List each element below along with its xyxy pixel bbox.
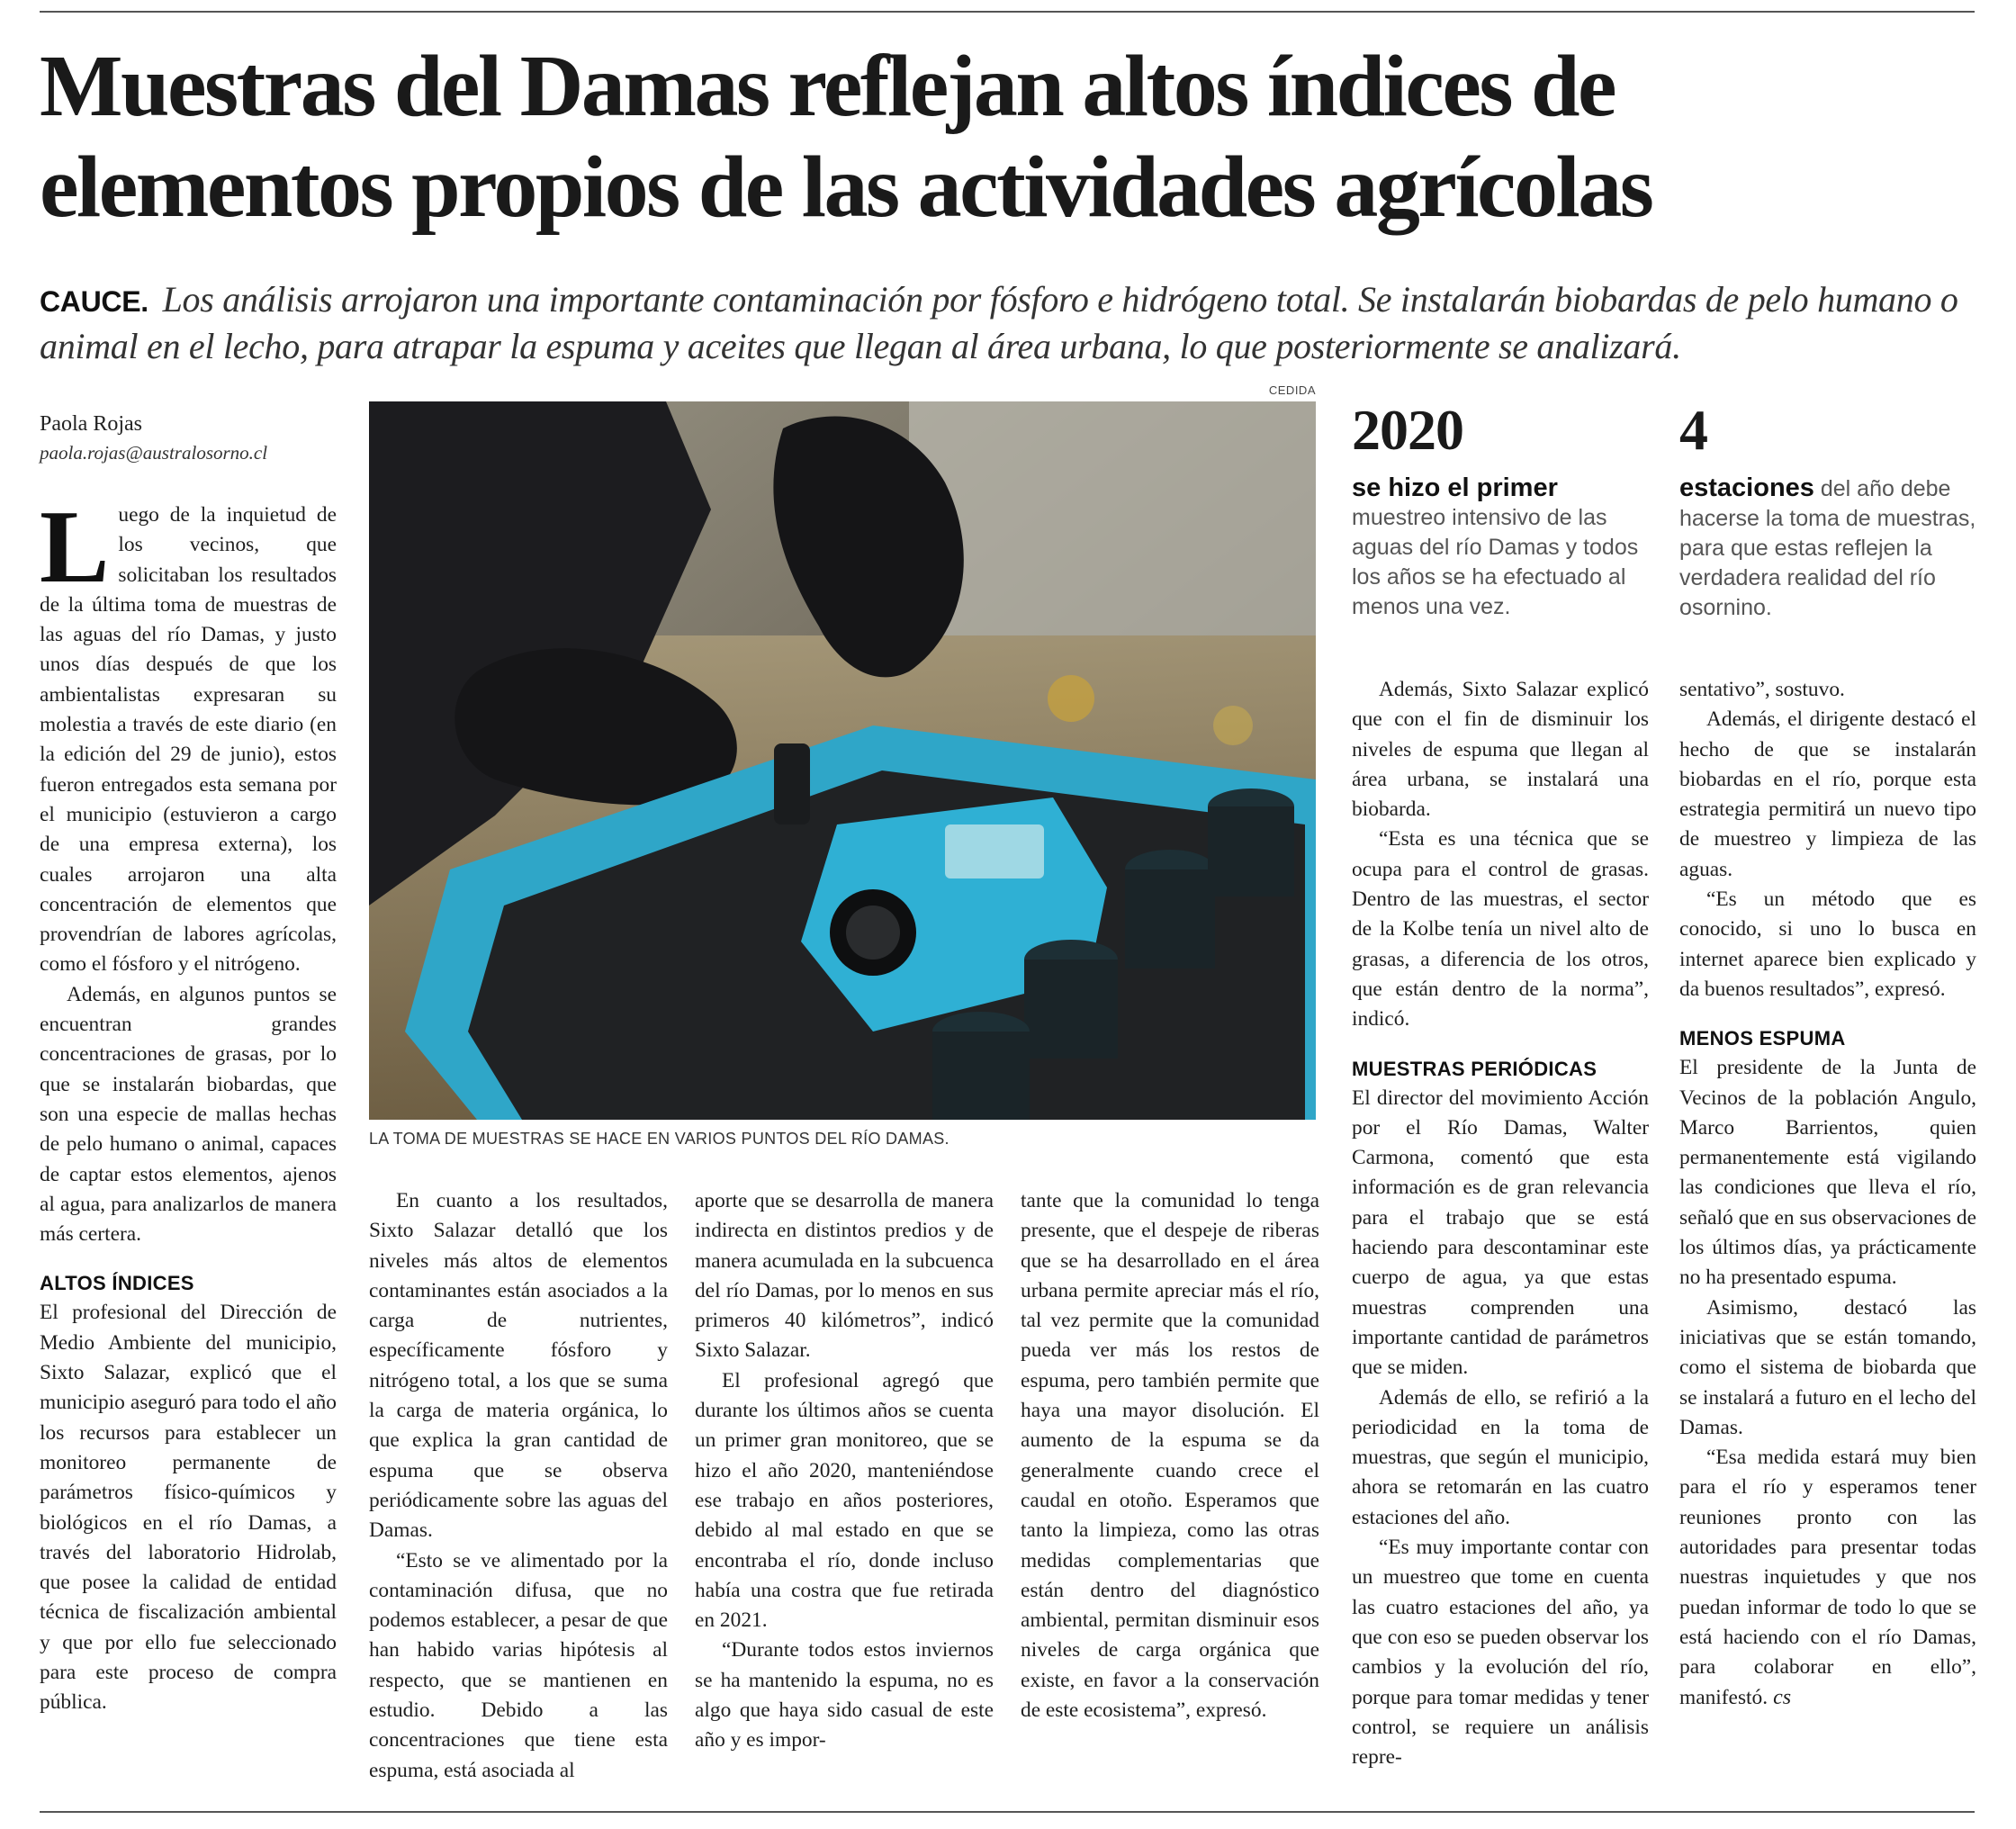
author-signature: cs (1773, 1685, 1792, 1709)
subhead-muestras-periodicas: MUESTRAS PERIÓDICAS (1352, 1057, 1598, 1080)
paragraph: aporte que se desarrolla de manera indirecta en distintos predios y de manera acumulada en la subcuenca del río Damas, por lo menos en sus primeros 40 kilómetros”, indicó Sixto Salazar. (695, 1189, 994, 1363)
photo-caption: LA TOMA DE MUESTRAS SE HACE EN VARIOS PUNTOS DEL RÍO DAMAS. (369, 1130, 950, 1148)
paragraph: Además de ello, se refirió a la periodicidad en la toma de muestras, que según el municipio, ahora se retomarán en las cuatro estaciones del año. (1352, 1385, 1649, 1529)
byline (40, 412, 337, 464)
paragraph: Además, el dirigente destacó el hecho de que se instalarán biobardas en el río, porque esta estrategia permitirá un nuevo tipo de muestreo y limpieza de las aguas. (1679, 707, 1976, 881)
paragraph-text: uego de la inquietud de los vecinos, que solicitaban los resultados de la última toma de muestras de las aguas del río Damas, y justo unos días después de que los ambientalistas expresaran su molestia a través de este diario (en la edición del 29 de junio), estos fueron entregados esta semana por el municipio (estuvieron a cargo de una empresa externa), los cuales arrojaron una alta concentración de elementos que provendrían de labores agrícolas, como el fósforo y el nitrógeno. (40, 503, 337, 977)
stat-4 (1679, 398, 1976, 623)
stat-2020 (1352, 398, 1651, 622)
paragraph: tante que la comunidad lo tenga presente, que el despeje de riberas que se ha desarrollado en el área urbana permite apreciar más el río, tal vez permite que la comunidad pueda ver más los restos de espuma, pero también permite que haya una mayor disolución. El aumento de la espuma se da generalmente cuando crece el caudal en otoño. Esperamos que tanto la limpieza, como las otras medidas complementarias que están dentro del diagnóstico ambiental, permitan disminuir esos niveles de carga orgánica que existe, en favor a la conservación de este ecosistema”, expresó. (1021, 1189, 1319, 1723)
paragraph: El director del movimiento Acción por el Río Damas, Walter Carmona, comentó que esta información es de gran relevancia para el trabajo que se está haciendo para descontaminar este cuerpo de agua, ya que estas muestras comprenden una importante cantidad de parámetros que se miden. (1352, 1086, 1649, 1380)
paragraph: Además, en algunos puntos se encuentran grandes concentraciones de grasas, por lo que se instalarán biobardas, que son una especie de mallas hechas de pelo humano o animal, capaces de captar estos elementos, ajenos al agua, para analizarlos de manera más certera. (40, 982, 337, 1247)
stat-text (1679, 473, 1976, 623)
stat-lead: se hizo el primer (1352, 473, 1558, 502)
subhead-menos-espuma: MENOS ESPUMA (1679, 1027, 1846, 1050)
stat-lead: estaciones (1679, 473, 1814, 502)
paragraph: El presidente de la Junta de Vecinos de la población Angulo, Marco Barrientos, quien permanentemente está vigilando las condiciones que lleva el río, señaló que en sus observaciones de los últimos días, ya prácticamente no ha presentado espuma. (1679, 1056, 1976, 1290)
subhead-altos-indices: ALTOS ÍNDICES (40, 1272, 194, 1295)
paragraph: “Es muy importante contar con un muestreo que tome en cuenta las cuatro estaciones del año, ya que con eso se pueden observar los cambios y la evolución del río, porque para tomar medidas y tener control, se requiere un análisis repre- (1352, 1536, 1649, 1770)
headline-line-2: elementos propios de las actividades agrícolas (40, 139, 1652, 236)
paragraph: “Es un método que es conocido, si uno lo busca en internet aparece bien explicado y da buenos resultados”, expresó. (1679, 887, 1976, 1001)
deck-text: Los análisis arrojaron una importante contaminación por fósforo e hidrógeno total. Se instalarán biobardas de pelo humano o animal en el lecho, para atrapar la espuma y aceites que llegan al área urbana, lo que posteriormente se analizará. (40, 279, 1958, 366)
column-4 (1021, 1186, 1319, 1725)
column-6 (1679, 675, 1976, 1713)
paragraph: Además, Sixto Salazar explicó que con el fin de disminuir los niveles de espuma que llegan al área urbana, se instalará una biobarda. (1352, 678, 1649, 822)
paragraph-text: “Esa medida estará muy bien para el río y esperamos tener reuniones pronto con las autoridades para presentar todas nuestras inquietudes y que nos puedan informar de todo lo que se está haciendo con el río Damas, para colaborar en ello”, manifestó. (1679, 1446, 1976, 1709)
headline (40, 36, 1984, 238)
deck-kicker: CAUCE. (40, 285, 148, 318)
paragraph: “Esta es una técnica que se ocupa para el control de grasas. Dentro de las muestras, el sector de la Kolbe tenía un nivel alto de grasas, a diferencia de los otros, que están dentro de la norma”, indicó. (1352, 827, 1649, 1032)
paragraph: Asimismo, destacó las iniciativas que se están tomando, como el sistema de biobarda que se instalará a futuro en el lecho del Damas. (1679, 1295, 1976, 1439)
headline-line-1: Muestras del Damas reflejan altos índices de (40, 38, 1615, 135)
top-rule (40, 11, 1975, 13)
column-3 (695, 1186, 994, 1756)
column-1 (40, 490, 337, 1718)
paragraph (1679, 1443, 1976, 1713)
paragraph: En cuanto a los resultados, Sixto Salazar detalló que los niveles más altos de elementos contaminantes están asociados a la carga de nutrientes, específicamente fósforo y nitrógeno total, a los que se suma la carga de materia orgánica, lo que explica la gran cantidad de espuma que se observa periódicamente sobre las aguas del Damas. (369, 1189, 668, 1543)
paragraph: El profesional del Dirección de Medio Ambiente del municipio, Sixto Salazar, explicó que el municipio aseguró para todo el año los recursos para establecer un monitoreo permanente de parámetros físico-químicos y biológicos en el río Damas, a través del laboratorio Hidrolab, que posee la calidad de entidad técnica de fiscalización ambiental y que por ello fue seleccionado para este proceso de compra pública. (40, 1301, 337, 1715)
paragraph: El profesional agregó que durante los últimos años se cuenta un primer gran monitoreo, que se hizo el año 2020, manteniéndose ese trabajo en años posteriores, debido al mal estado en que se encontraba el río, donde incluso había una costra que fue retirada en 2021. (695, 1368, 994, 1633)
paragraph: “Durante todos estos inviernos se ha mantenido la espuma, no es algo que haya sido casual de este año y es impor- (695, 1638, 994, 1752)
byline-author: Paola Rojas (40, 412, 142, 436)
photo-illustration (369, 401, 1316, 1120)
paragraph (40, 490, 337, 980)
bottom-rule (40, 1811, 1975, 1813)
stat-text (1352, 473, 1651, 622)
stat-body: muestreo intensivo de las aguas del río Damas y todos los años se ha efectuado al menos una vez. (1352, 505, 1639, 619)
stat-number: 4 (1679, 398, 1707, 462)
stat-number: 2020 (1352, 398, 1463, 462)
column-2 (369, 1186, 668, 1786)
photo-water-sampling-kit (369, 401, 1316, 1120)
drop-cap: L (40, 490, 110, 605)
paragraph: “Esto se ve alimentado por la contaminación difusa, que no podemos establecer, a pesar de que han habido varias hipótesis al respecto, que se mantienen en estudio. Debido a las concentraciones que tiene esta espuma, está asociada al (369, 1548, 668, 1782)
paragraph: sentativo”, sostuvo. (1679, 678, 1845, 701)
column-5 (1352, 675, 1649, 1772)
deck (40, 277, 1975, 369)
photo-credit: CEDIDA (1268, 383, 1316, 397)
stat-body: del año debe hacerse la toma de muestras, para que estas reflejen la verdadera realidad del río osornino. (1679, 476, 1976, 620)
byline-email[interactable]: paola.rojas@australosorno.cl (40, 442, 268, 464)
